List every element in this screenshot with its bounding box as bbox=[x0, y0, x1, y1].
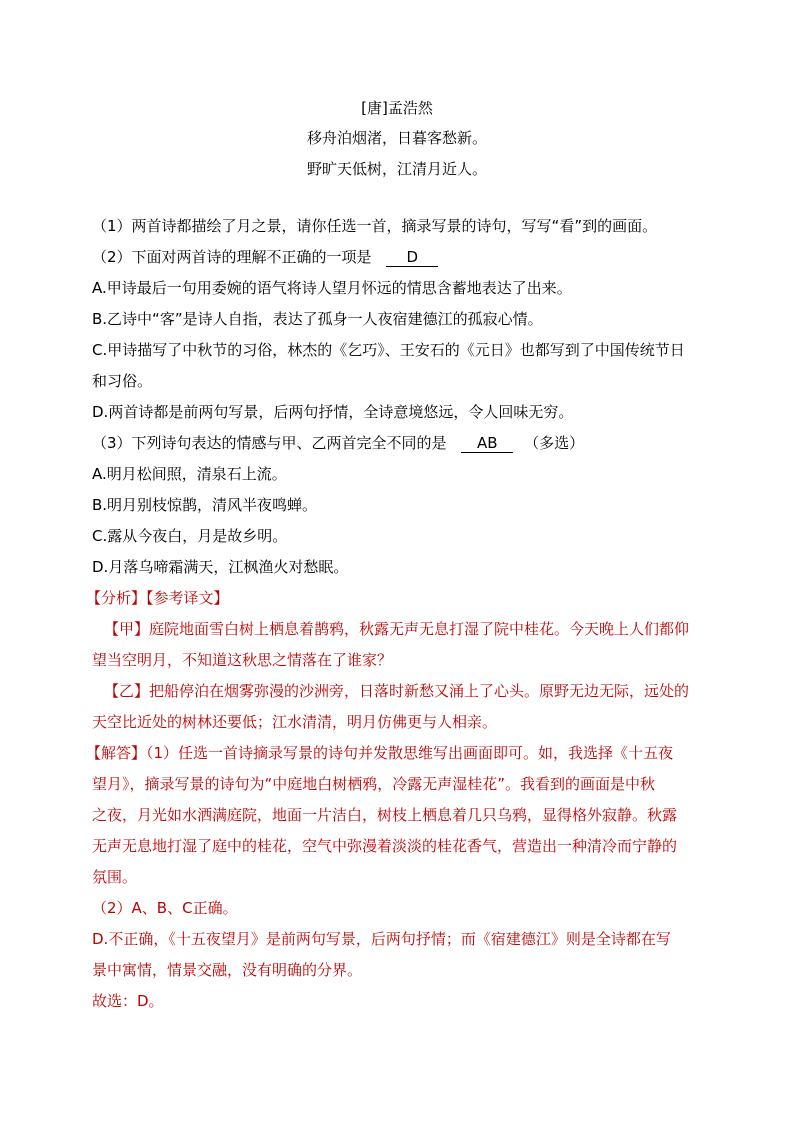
question-2-text: （2）下面对两首诗的理解不正确的一项是 bbox=[92, 248, 372, 266]
q3-option-a: A.明月松间照，清泉石上流。 bbox=[92, 465, 287, 483]
poem-line-1: 移舟泊烟渚，日暮客愁新。 bbox=[306, 129, 487, 147]
translation-yi-line-2: 天空比近处的树林还要低；江水清清，明月仿佛更与人相亲。 bbox=[92, 713, 498, 731]
question-2-answer: D bbox=[386, 248, 438, 267]
translation-jia-line-2: 望当空明月，不知道这秋思之情落在了谁家？ bbox=[92, 651, 393, 669]
q2-option-d: D.两首诗都是前两句写景，后两句抒情，全诗意境悠远，令人回味无穷。 bbox=[92, 403, 574, 421]
solution-p1-line-5: 氛围。 bbox=[92, 868, 138, 886]
poem-author: [唐]孟浩然 bbox=[361, 99, 433, 117]
question-2-stem bbox=[92, 247, 438, 267]
question-3-answer: AB bbox=[461, 434, 513, 453]
q2-option-c: C.甲诗描写了中秋节的习俗，林杰的《乞巧》、王安石的《元日》也都写到了中国传统节日 bbox=[92, 341, 685, 359]
solution-p2: （2）A、B、C正确。 bbox=[92, 899, 238, 917]
question-1: （1）两首诗都描绘了月之景，请你任选一首，摘录写景的诗句，写写“看”到的画面。 bbox=[92, 217, 658, 235]
q3-option-b: B.明月别枝惊鹊，清风半夜鸣蝉。 bbox=[92, 496, 318, 514]
q2-option-a: A.甲诗最后一句用委婉的语气将诗人望月怀远的情思含蓄地表达了出来。 bbox=[92, 279, 572, 297]
poem-line-2: 野旷天低树，江清月近人。 bbox=[306, 160, 487, 178]
solution-p1-line-4: 无声无息地打湿了庭中的桂花，空气中弥漫着淡淡的桂花香气，营造出一种清冷而宁静的 bbox=[92, 837, 678, 855]
analysis-heading: 【分析】【参考译文】 bbox=[86, 589, 229, 607]
q3-option-c: C.露从今夜白，月是故乡明。 bbox=[92, 527, 288, 545]
question-3-note: （多选） bbox=[524, 434, 585, 452]
solution-label: 【解答】 bbox=[86, 744, 147, 762]
solution-p1-text-1: （1）任选一首诗摘录写景的诗句并发散思维写出画面即可。如，我选择《十五夜 bbox=[146, 744, 674, 762]
translation-jia-line-1: 【甲】庭院地面雪白树上栖息着鹊鸦，秋露无声无息打湿了院中桂花。今天晚上人们都仰 bbox=[104, 620, 690, 638]
solution-p1-line-3: 之夜，月光如水洒满庭院，地面一片洁白，树枝上栖息着几只乌鸦，显得格外寂静。秋露 bbox=[92, 806, 678, 824]
question-3-stem bbox=[92, 433, 584, 453]
solution-final: 故选：D。 bbox=[92, 992, 164, 1010]
solution-p3-line-2: 景中寓情，情景交融，没有明确的分界。 bbox=[92, 961, 363, 979]
solution-p3-line-1: D.不正确，《十五夜望月》是前两句写景，后两句抒情；而《宿建德江》则是全诗都在写 bbox=[92, 930, 671, 948]
q2-option-b: B.乙诗中“客”是诗人自指，表达了孤身一人夜宿建德江的孤寂心情。 bbox=[92, 310, 543, 328]
solution-p1-line-1 bbox=[86, 743, 673, 763]
translation-yi-line-1: 【乙】把船停泊在烟雾弥漫的沙洲旁，日落时新愁又涌上了心头。原野无边无际，远处的 bbox=[104, 682, 690, 700]
question-3-text: （3）下列诗句表达的情感与甲、乙两首完全不同的是 bbox=[92, 434, 447, 452]
q2-option-c-cont: 和习俗。 bbox=[92, 372, 153, 390]
solution-p1-line-2: 望月》，摘录写景的诗句为“中庭地白树栖鸦，冷露无声湿桂花”。我看到的画面是中秋 bbox=[92, 775, 656, 793]
q3-option-d: D.月落乌啼霜满天，江枫渔火对愁眠。 bbox=[92, 558, 349, 576]
